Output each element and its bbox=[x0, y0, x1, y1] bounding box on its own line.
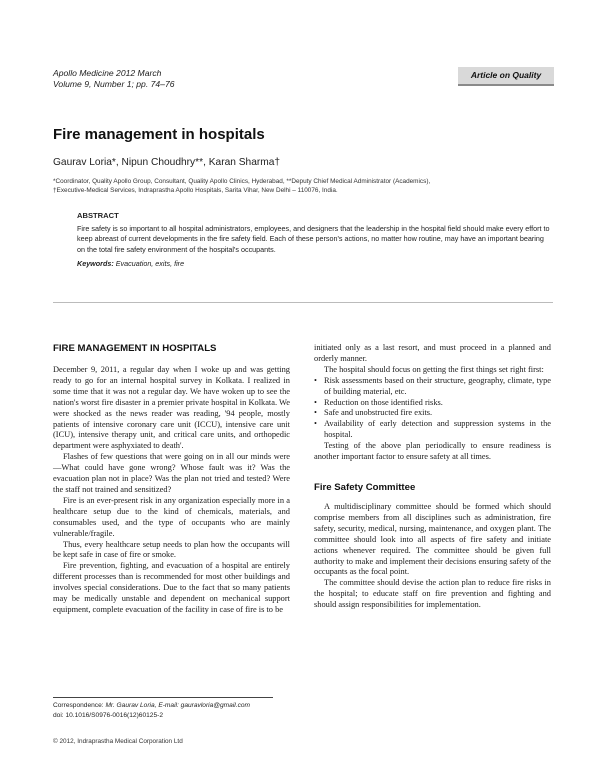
affiliation-line-1: *Coordinator, Quality Apollo Group, Consultant, Quality Apollo Clinics, Hyderabad, **Deputy Chief Medical Administrator (Academics), bbox=[53, 178, 431, 185]
list-item: • Reduction on those identified risks. bbox=[314, 398, 551, 409]
section-heading-fire-safety-committee: Fire Safety Committee bbox=[314, 481, 416, 493]
bullet-list bbox=[314, 376, 551, 441]
paragraph: December 9, 2011, a regular day when I woke up and was getting ready to go for an internal hospital survey in Kolkata. I realized in some time that it was not a regular day. We have woken up to see the nation's worst fire disaster in a premier private hospital in Kolkata. We were shocked as the news reader was reading, '94 people, mostly patients of intensive coronary care unit (ICCU), intensive care unit (ICU), intensive therapy unit, and critical care units, and orthopedic department were asphyxiated to death'. bbox=[53, 365, 290, 451]
journal-volume: Volume 9, Number 1; pp. 74–76 bbox=[53, 79, 175, 89]
list-item: • Availability of early detection and suppression systems in the hospital. bbox=[314, 419, 551, 441]
section-heading-fire-management: FIRE MANAGEMENT IN HOSPITALS bbox=[53, 343, 217, 354]
article-type-badge: Article on Quality bbox=[458, 67, 554, 86]
correspondence-line bbox=[53, 701, 293, 711]
copyright-notice: © 2012, Indraprastha Medical Corporation Ltd bbox=[53, 738, 183, 745]
paragraph: Flashes of few questions that were going on in all our minds were—What could have gone wrong? Whose fault was it? Was the evacuation plan not in place? Was the plan not tried and tested? Were the staff not trained and sensitized? bbox=[53, 452, 290, 494]
paragraph: Thus, every healthcare setup needs to plan how the occupants will be kept safe in case of fire or smoke. bbox=[53, 539, 290, 560]
correspondence-contact: Mr. Gaurav Loria, E-mail: gauravloria@gmail.com bbox=[105, 702, 251, 709]
author-list: Gaurav Loria*, Nipun Choudhry**, Karan Sharma† bbox=[53, 157, 281, 168]
paragraph: initiated only as a last resort, and must proceed in a planned and orderly manner. bbox=[314, 343, 551, 363]
affiliation-line-2: †Executive-Medical Services, Indraprastha Apollo Hospitals, Sarita Vihar, New Delhi – 110076, India. bbox=[53, 187, 338, 194]
paragraph: Testing of the above plan periodically to ensure readiness is another important factor to ensure safety at all times. bbox=[314, 441, 551, 462]
list-item: • Risk assessments based on their structure, geography, climate, type of building material, etc. bbox=[314, 376, 551, 398]
abstract bbox=[77, 211, 551, 270]
journal-name: Apollo Medicine 2012 March bbox=[53, 68, 162, 78]
correspondence-footnote bbox=[53, 697, 293, 721]
keywords bbox=[77, 259, 551, 270]
article-title: Fire management in hospitals bbox=[53, 126, 265, 143]
keywords-value: Evacuation, exits, fire bbox=[115, 259, 185, 269]
paragraph: Fire is an ever-present risk in any organization especially more in a healthcare setup due to the kind of chemicals, materials, and consumables used, and the type of occupants who are mainly vulnerable/fragile. bbox=[53, 495, 290, 538]
affiliations bbox=[53, 177, 553, 195]
abstract-heading: ABSTRACT bbox=[77, 211, 119, 220]
abstract-body: Fire safety is so important to all hospital administrators, employees, and designers that the leadership in the hospital field should make every effort to keep abreast of current developments in the fire safety field. Each of these person's actions, no matter how routine, may have an important bearing on the total fire safety environment of the hospital's occupants. bbox=[77, 223, 550, 254]
right-column bbox=[314, 343, 551, 611]
paragraph: The committee should devise the action plan to reduce fire risks in the hospital; to educate staff on fire prevention and fighting and should assign responsibilities for implementation. bbox=[314, 578, 551, 610]
footnote-divider bbox=[53, 697, 273, 698]
paragraph: The hospital should focus on getting the first things set right first: bbox=[324, 364, 544, 374]
abstract-divider bbox=[53, 302, 553, 303]
list-item: • Safe and unobstructed fire exits. bbox=[314, 408, 551, 419]
doi: doi: 10.1016/S0976-0016(12)60125-2 bbox=[53, 712, 163, 719]
keywords-label: Keywords: bbox=[77, 259, 114, 269]
paragraph: Fire prevention, fighting, and evacuation of a hospital are entirely different processes than is recommended for most other buildings and involves special considerations. Due to the fact that so many patients may be medically unstable and dependent on mechanical support equipment, complete evacuation of the facility in case of fire is to be bbox=[53, 561, 290, 614]
journal-citation bbox=[53, 68, 175, 90]
paragraph: A multidisciplinary committee should be formed which should comprise members from all disciplines such as administration, fire safety, security, medical, nursing, maintenance, and oxygen plant. The committee should look into all aspects of fire safety and initiate actions whenever required. The committee should be given full authority to make and implement their decisions ensuring safety of the occupants as the focal point. bbox=[314, 501, 551, 577]
correspondence-label: Correspondence: bbox=[53, 702, 104, 709]
left-column bbox=[53, 343, 290, 616]
